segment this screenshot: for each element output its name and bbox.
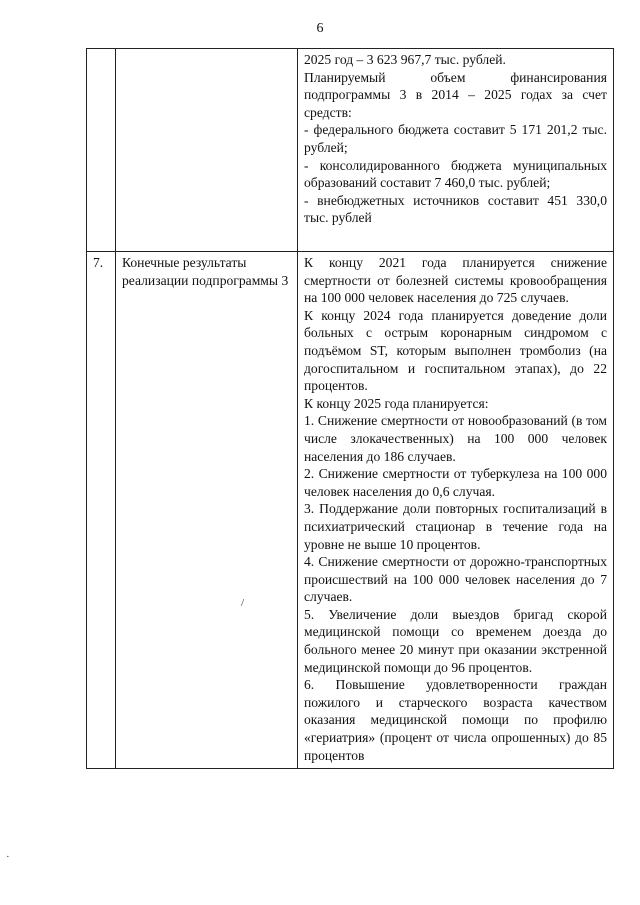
paragraph: К концу 2024 года планируется доведение доли больных с острым коронарным синдромом с подъёмом ST, которым выполнен тромболиз (на догоспитальном и госпитальном этапах), до 22 процентов.	[304, 307, 607, 394]
table-row-financing	[87, 49, 614, 252]
results-content-cell	[298, 252, 614, 769]
financing-content-cell	[298, 49, 614, 252]
scan-mark: ·	[6, 851, 10, 863]
paragraph: 4. Снижение смертности от дорожно-транспортных происшествий на 100 000 человек населения до 7 случаев.	[304, 554, 607, 605]
paragraph: - федерального бюджета составит 5 171 201,2 тыс. рублей;	[304, 122, 607, 155]
paragraph: - консолидированного бюджета муниципальных образований составит 7 460,0 тыс. рублей;	[304, 157, 607, 191]
subprogram-table	[86, 48, 614, 769]
paragraph: 2025 год – 3 623 967,7 тыс. рублей.	[304, 52, 506, 67]
paragraph: 1. Снижение смертности от новообразований (в том числе злокачественных) на 100 000 человек населения до 186 случаев.	[304, 413, 607, 464]
paragraph: - внебюджетных источников составит 451 330,0 тыс. рублей	[304, 192, 607, 226]
paragraph: 6. Повышение удовлетворенности граждан пожилого и старческого возраста качеством оказания медицинской помощи по профилю «гериатрия» (процент от числа опрошенных) до 85 процентов	[304, 677, 607, 763]
row-name-cell	[116, 49, 298, 252]
paragraph: К концу 2025 года планируется:	[304, 395, 489, 411]
row-name-cell: Конечные результаты реализации подпрограммы 3	[116, 252, 298, 769]
row-number-cell	[87, 49, 116, 252]
paragraph: К концу 2021 года планируется снижение смертности от болезней системы кровообращения на 100 000 человек населения до 725 случаев.	[304, 255, 607, 306]
table-row-results	[87, 252, 614, 769]
paragraph: Планируемый объем финансирования подпрограммы 3 в 2014 – 2025 годах за счет средств:	[304, 69, 607, 120]
row-number-cell: 7.	[87, 252, 116, 769]
paragraph: 5. Увеличение доли выездов бригад скорой медицинской помощи со временем доезда до больного менее 20 минут при оказании экстренной медицинской помощи до 96 процентов.	[304, 606, 607, 675]
scan-mark: /	[241, 597, 245, 609]
paragraph: 2. Снижение смертности от туберкулеза на 100 000 человек населения до 0,6 случая.	[304, 466, 607, 499]
paragraph: 3. Поддержание доли повторных госпитализаций в психиатрический стационар в течение года на уровне не выше 10 процентов.	[304, 501, 607, 552]
page-number: 6	[316, 21, 324, 36]
